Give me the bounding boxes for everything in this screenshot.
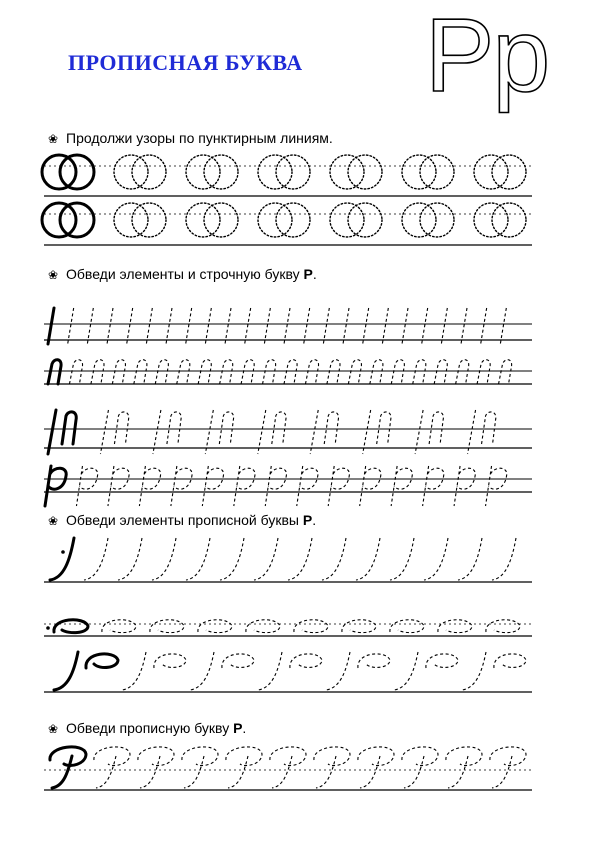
start-dot (61, 550, 65, 554)
trace-hook (429, 412, 443, 444)
dotted-circle (474, 155, 508, 189)
dotted-circle (348, 155, 382, 189)
trace-hook (114, 412, 128, 444)
trace-loop (154, 654, 186, 668)
sample-capital-p (50, 747, 86, 788)
dotted-circle (132, 155, 166, 189)
trace-loop (102, 620, 136, 633)
trace-stroke (481, 308, 487, 344)
instruction-3-letter: Р (302, 512, 313, 528)
trace-capital-p (314, 747, 350, 788)
trace-loop (486, 620, 520, 633)
trace-stroke (146, 308, 152, 344)
flower-icon: ❀ (48, 132, 59, 146)
dotted-circle (330, 203, 364, 237)
trace-hook (220, 360, 233, 384)
trace-capital-p (94, 747, 130, 788)
dotted-circle (258, 203, 292, 237)
trace-stroke (500, 308, 506, 344)
instruction-2-end: . (312, 266, 317, 282)
trace-hook (155, 360, 168, 384)
trace-stroke (225, 308, 231, 344)
trace-capital-p (358, 747, 394, 788)
trace-hook (134, 360, 147, 384)
instruction-3-text: Обведи элементы прописной буквы (66, 512, 303, 528)
trace-hook (69, 360, 82, 384)
trace-letter-p (139, 466, 160, 506)
trace-stroke (127, 308, 133, 344)
dotted-circle (402, 203, 436, 237)
trace-curve (288, 538, 312, 580)
dotted-circle (492, 203, 526, 237)
trace-letter-p (297, 466, 318, 506)
dotted-circle (402, 155, 436, 189)
trace-stroke (68, 308, 74, 344)
instruction-4-letter: Р (233, 720, 243, 736)
instruction-1-text: Продолжи узоры по пунктирным линиям. (66, 130, 333, 146)
trace-stroke (264, 308, 270, 344)
trace-loop (198, 620, 232, 633)
trace-curve (424, 538, 448, 580)
trace-letter-p (423, 466, 444, 506)
trace-letter-p (454, 466, 475, 506)
trace-curve (394, 652, 418, 690)
dotted-circle (420, 203, 454, 237)
big-letters-outline: Pp (425, 0, 549, 114)
trace-stroke (186, 308, 192, 344)
trace-curve (122, 652, 146, 690)
trace-capital-p (226, 747, 262, 788)
sample-curve (50, 538, 74, 580)
trace-hook (413, 360, 426, 384)
trace-stroke (461, 308, 467, 344)
trace-curve (326, 652, 350, 690)
dotted-circle (276, 155, 310, 189)
trace-hook (305, 360, 318, 384)
trace-hook (327, 360, 340, 384)
trace-capital-p (490, 747, 526, 788)
trace-hook (91, 360, 104, 384)
trace-stroke (87, 308, 93, 344)
trace-hook (272, 412, 286, 444)
dotted-circle (186, 203, 220, 237)
trace-hook (477, 360, 490, 384)
trace-letter-p (391, 466, 412, 506)
trace-letter-p (360, 466, 381, 506)
trace-stroke (343, 308, 349, 344)
dotted-circle (492, 155, 526, 189)
dotted-circle (348, 203, 382, 237)
trace-stroke (205, 308, 211, 344)
trace-loop (438, 620, 472, 633)
trace-stroke (284, 308, 290, 344)
trace-hook (241, 360, 254, 384)
sample-curve (54, 652, 78, 690)
dotted-circle (330, 155, 364, 189)
trace-curve (186, 538, 210, 580)
instruction-2-text: Обведи элементы и строчную букву (66, 266, 304, 282)
trace-capital-p (138, 747, 174, 788)
dotted-circle (186, 155, 220, 189)
trace-curve (492, 538, 516, 580)
trace-stroke (323, 308, 329, 344)
trace-loop (390, 620, 424, 633)
trace-loop (246, 620, 280, 633)
sample-hook (62, 412, 76, 444)
trace-hook (177, 360, 190, 384)
trace-loop (342, 620, 376, 633)
trace-curve (390, 538, 414, 580)
trace-curve (118, 538, 142, 580)
trace-letter-p (171, 466, 192, 506)
trace-stroke (422, 308, 428, 344)
dotted-circle (276, 203, 310, 237)
dotted-circle (114, 155, 148, 189)
trace-curve (152, 538, 176, 580)
trace-curve (322, 538, 346, 580)
trace-hook (112, 360, 125, 384)
trace-hook (167, 412, 181, 444)
instruction-3-end: . (312, 512, 317, 528)
sample-loop (54, 620, 88, 633)
flower-icon: ❀ (48, 514, 59, 528)
trace-hook (370, 360, 383, 384)
dotted-circle (114, 203, 148, 237)
trace-loop (222, 654, 254, 668)
dotted-circle (204, 203, 238, 237)
trace-letter-p (202, 466, 223, 506)
instruction-4-text: Обведи прописную букву (66, 720, 234, 736)
trace-curve (356, 538, 380, 580)
sample-letter-p (45, 466, 66, 506)
trace-hook (482, 412, 496, 444)
trace-hook (456, 360, 469, 384)
trace-loop (494, 654, 526, 668)
sample-hook (48, 360, 61, 384)
trace-curve (190, 652, 214, 690)
trace-stroke (304, 308, 310, 344)
trace-stroke (441, 308, 447, 344)
trace-letter-p (234, 466, 255, 506)
dotted-circle (132, 203, 166, 237)
trace-letter-p (328, 466, 349, 506)
dotted-circle (474, 203, 508, 237)
trace-letter-p (265, 466, 286, 506)
instruction-2-letter: Р (303, 266, 313, 282)
trace-loop (290, 654, 322, 668)
trace-stroke (166, 308, 172, 344)
trace-capital-p (402, 747, 438, 788)
dotted-circle (420, 155, 454, 189)
trace-curve (258, 652, 282, 690)
trace-letter-p (76, 466, 97, 506)
trace-hook (324, 412, 338, 444)
trace-stroke (402, 308, 408, 344)
trace-curve (254, 538, 278, 580)
trace-hook (377, 412, 391, 444)
trace-letter-p (486, 466, 507, 506)
trace-letter-p (108, 466, 129, 506)
start-dot (46, 626, 50, 630)
trace-hook (348, 360, 361, 384)
trace-stroke (245, 308, 251, 344)
trace-stroke (107, 308, 113, 344)
trace-stroke (382, 308, 388, 344)
dotted-circle (258, 155, 292, 189)
trace-curve (220, 538, 244, 580)
trace-hook (263, 360, 276, 384)
trace-loop (150, 620, 184, 633)
trace-hook (434, 360, 447, 384)
trace-loop (294, 620, 328, 633)
trace-hook (499, 360, 512, 384)
flower-icon: ❀ (48, 722, 59, 736)
trace-hook (219, 412, 233, 444)
sample-loop (86, 654, 118, 668)
trace-curve (458, 538, 482, 580)
instruction-4-end: . (242, 720, 247, 736)
flower-icon: ❀ (48, 268, 59, 282)
trace-loop (358, 654, 390, 668)
sample-stroke (48, 308, 54, 344)
page-title: ПРОПИСНАЯ БУКВА (68, 50, 303, 75)
trace-hook (391, 360, 404, 384)
trace-curve (84, 538, 108, 580)
trace-loop (426, 654, 458, 668)
trace-hook (284, 360, 297, 384)
dotted-circle (204, 155, 238, 189)
trace-stroke (363, 308, 369, 344)
trace-curve (462, 652, 486, 690)
trace-hook (198, 360, 211, 384)
trace-capital-p (182, 747, 218, 788)
trace-capital-p (270, 747, 306, 788)
trace-capital-p (446, 747, 482, 788)
